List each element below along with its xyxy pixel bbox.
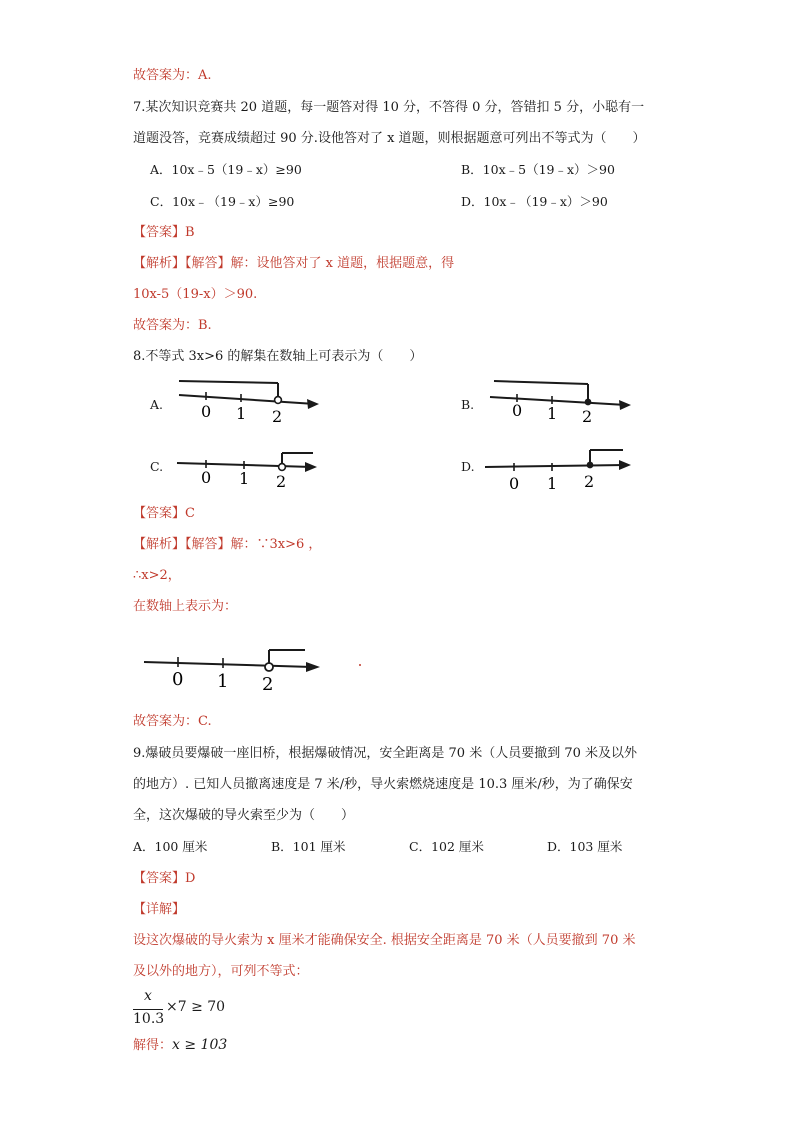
solve-label: 解得： [133,1038,173,1053]
analysis-text: 解：设他答对了 x 道题，根据题意，得 [230,256,455,271]
axis-line [179,395,315,404]
tick-label-1: 1 [236,404,247,423]
tick-label-2: 2 [584,472,595,491]
answer-tag: 【答案】 [133,225,186,240]
fraction-numerator: x [144,988,152,1004]
q9-stem-line2: 的地方）. 已知人员撤离速度是 7 米/秒，导火索燃烧速度是 10.3 厘米/秒，为了确保安 [133,777,633,792]
q9-option-b: B．101 厘米 [271,839,346,854]
q8-option-c-numberline [175,443,325,493]
analysis-tag: 【解析】【解答】 [133,256,231,271]
answer-tag: 【答案】 [133,871,186,886]
open-circle-2 [275,397,282,404]
tick-label-0: 0 [201,468,212,487]
q7-analysis [133,255,454,273]
open-circle-2 [279,464,286,471]
q9-solve [133,1036,227,1055]
tick-label-0: 0 [201,402,212,421]
tick-label-1: 1 [547,404,558,423]
axis-line [490,397,626,405]
axis-arrow [305,462,317,472]
q9-detail-tag: 【详解】 [133,902,186,917]
q9-detail-line1: 设这次爆破的导火索为 x 厘米才能确保安全. 根据安全距离是 70 米（人员要撤到 70 米 [133,933,636,948]
q8-option-a-label: A. [150,397,164,412]
fraction-denominator: 10.3 [133,1011,165,1027]
stray-dot [359,664,361,666]
tick-label-2: 2 [272,407,283,426]
shade-line [494,381,588,384]
axis-arrow [306,662,320,672]
q8-option-d-numberline [483,443,638,493]
q7-option-a: A．10x﹣5（19﹣x）≥90 [150,162,302,177]
q9-stem-line1: 9.爆破员要爆破一座旧桥，根据爆破情况，安全距离是 70 米（人员要撤到 70 米及以外 [133,746,638,761]
tick-label-2: 2 [276,472,287,491]
tick-label-1: 1 [217,671,229,692]
open-circle-2 [265,663,273,671]
answer-value: D [185,871,196,886]
answer-tag: 【答案】 [133,506,186,521]
q8-conclusion: 故答案为：C. [133,714,212,729]
q7-work: 10x-5（19-x）＞90. [133,287,258,302]
q8-display-intro: 在数轴上表示为： [133,599,238,614]
axis-arrow [619,460,631,470]
tick-label-0: 0 [172,669,184,690]
analysis-tag: 【解析】【解答】 [133,537,231,552]
solve-expression: x ≥ 103 [172,1037,228,1053]
q7-stem-line2: 道题没答，竞赛成绩超过 90 分.设他答对了 x 道题，则根据题意可列出不等式为（ ） [133,131,646,146]
tick-label-0: 0 [509,474,520,493]
axis-arrow [307,399,319,409]
shade-line [179,381,278,383]
closed-circle-2 [587,462,594,469]
analysis-text: 解：∵3x>6 ， [230,537,322,552]
tick-label-1: 1 [547,474,558,493]
q9-option-a: A．100 厘米 [133,839,208,854]
axis-arrow [619,400,631,410]
q9-answer [133,870,195,888]
q8-option-a-numberline [175,375,325,427]
answer-value: C [185,506,195,521]
q9-option-d: D．103 厘米 [547,839,623,854]
q8-stem: 8.不等式 3x>6 的解集在数轴上可表示为（ ） [133,349,423,364]
q9-option-c: C．102 厘米 [409,839,484,854]
q8-therefore: ∴x>2， [133,568,181,583]
answer-value: B [185,225,195,240]
closed-circle-2 [585,399,592,406]
q8-option-c-label: C. [150,459,164,474]
fraction-bar [133,1009,163,1010]
q9-stem-line3: 全，这次爆破的导火索至少为（ ） [133,808,355,823]
q8-answer [133,505,195,523]
q8-analysis [133,536,321,554]
tick-label-2: 2 [262,674,274,695]
q7-stem-line1: 7.某次知识竞赛共 20 道题，每一题答对得 10 分，不答得 0 分，答错扣 5 分，小聪有一 [133,100,645,115]
q7-option-b: B．10x﹣5（19﹣x）＞90 [461,162,615,177]
tick-label-1: 1 [239,469,250,488]
axis-line [144,662,312,667]
q8-option-b-label: B. [461,397,475,412]
tick-label-0: 0 [512,401,523,420]
answer6-conclusion: 故答案为：A. [133,68,212,83]
tick-label-2: 2 [582,407,593,426]
q7-option-d: D．10x﹣（19﹣x）＞90 [461,194,608,209]
q8-solution-numberline [140,640,330,695]
axis-line [485,465,625,467]
q8-option-d-label: D. [461,459,475,474]
q7-option-c: C．10x﹣（19﹣x）≥90 [150,194,295,209]
q8-option-b-numberline [488,375,638,427]
q7-conclusion: 故答案为：B. [133,318,212,333]
inequality-rest: ×7 ≥ 70 [166,999,226,1015]
q7-answer [133,224,195,242]
q9-detail-line2: 及以外的地方），可列不等式： [133,964,309,979]
